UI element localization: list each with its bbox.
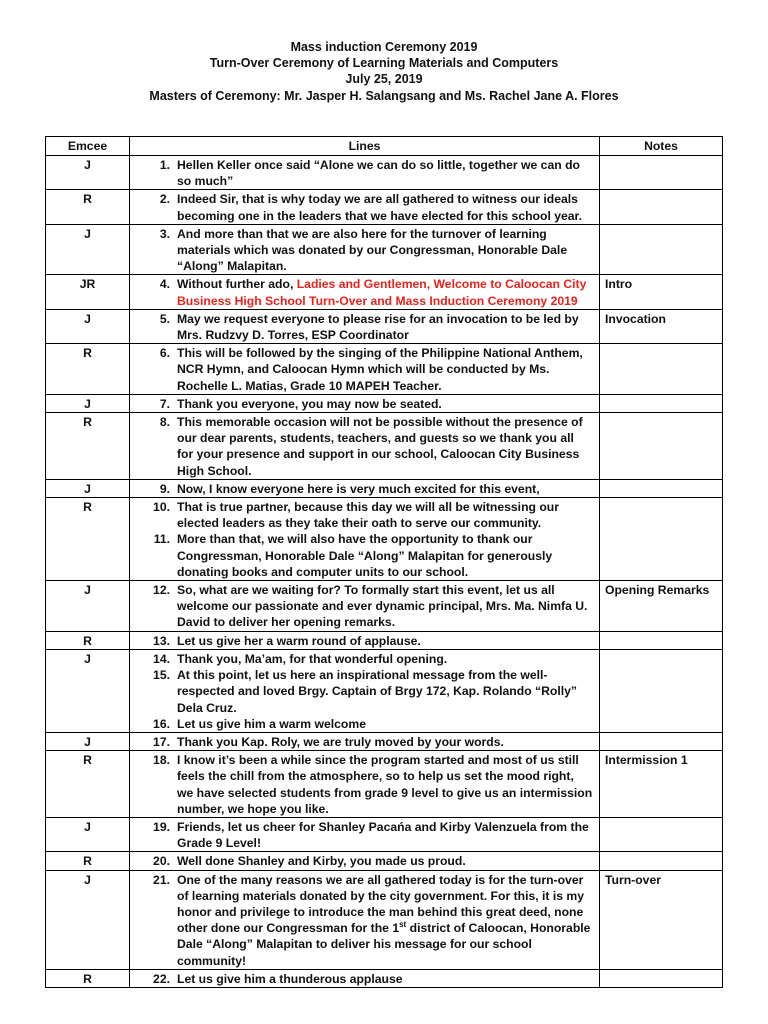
notes-cell: [600, 649, 723, 732]
notes-cell: [600, 156, 723, 190]
line-text: [177, 276, 599, 308]
line-text: [177, 311, 599, 343]
emcee-cell: R: [46, 190, 130, 224]
emcee-cell: J: [46, 581, 130, 632]
line-number: 10.: [153, 500, 170, 515]
notes-cell: [600, 969, 723, 987]
emcee-cell: R: [46, 852, 130, 870]
line-number: 18.: [153, 753, 170, 768]
script-line: [130, 752, 599, 817]
script-line: [130, 157, 599, 189]
line-text: [177, 531, 599, 580]
script-line: [130, 226, 599, 275]
notes-cell: Opening Remarks: [600, 581, 723, 632]
emcee-cell: J: [46, 870, 130, 969]
line-text-main: So, what are we waiting for? To formally start this event, let us all welcome our passionate and ever dynamic principal, Mrs. Ma. Nimfa U. David to deliver her opening remarks.: [177, 583, 588, 630]
line-number: 17.: [153, 734, 170, 749]
lines-cell: [130, 224, 600, 275]
emcee-cell: J: [46, 224, 130, 275]
line-text-main: Let us give her a warm round of applause.: [177, 633, 421, 648]
lines-cell: [130, 394, 600, 412]
line-text-main: I know it’s been a while since the program started and most of us still feels the chill from the atmosphere, so to help us set the mood right, we have selected students from grade 9 level to give us an intermission number, we hope you like.: [177, 753, 593, 816]
line-text: [177, 819, 599, 851]
line-number: 13.: [153, 633, 170, 648]
line-text-main: That is true partner, because this day we will all be witnessing our elected leaders as they take their oath to serve our community.: [177, 500, 559, 531]
notes-cell: Invocation: [600, 309, 723, 343]
lines-cell: [130, 852, 600, 870]
line-text-main: More than that, we will also have the opportunity to thank our Congressman, Honorable Dale “Along” Malapitan for generously donating books and computer units to our school.: [177, 532, 553, 579]
line-text: [177, 853, 599, 869]
line-text-main: Hellen Keller once said “Alone we can do so little, together we can do so much”: [177, 158, 580, 189]
table-row: [46, 498, 723, 581]
line-number: 16.: [153, 716, 170, 731]
lines-cell: [130, 275, 600, 309]
lines-cell: [130, 649, 600, 732]
lines-cell: [130, 631, 600, 649]
lines-cell: [130, 309, 600, 343]
line-text-main: Without further ado,: [177, 277, 297, 292]
table-row: [46, 309, 723, 343]
line-text: [177, 481, 599, 497]
emcee-cell: J: [46, 817, 130, 851]
line-number: 1.: [159, 158, 170, 172]
line-text-main: And more than that we are also here for the turnover of learning materials which was donated by our Congressman, Honorable Dale “Along” Malapitan.: [177, 226, 568, 274]
line-number: 21.: [153, 872, 170, 887]
table-row: [46, 631, 723, 649]
line-text-main: Let us give him a thunderous applause: [177, 971, 403, 986]
lines-cell: [130, 732, 600, 750]
table-row: [46, 344, 723, 395]
line-text-main: Well done Shanley and Kirby, you made us proud.: [177, 854, 466, 869]
lines-cell: [130, 817, 600, 851]
document-header: [0, 39, 768, 104]
script-line: [130, 311, 599, 343]
script-line: [130, 971, 599, 987]
notes-cell: [600, 190, 723, 224]
line-number: 3.: [159, 226, 170, 241]
column-header-emcee: Emcee: [46, 137, 130, 156]
line-text: [177, 345, 599, 394]
line-number: 7.: [159, 396, 170, 411]
event-subtitle: Turn-Over Ceremony of Learning Materials and Computers: [209, 56, 559, 71]
emcee-cell: J: [46, 309, 130, 343]
notes-cell: Intro: [600, 275, 723, 309]
script-line: [130, 716, 599, 732]
notes-cell: [600, 394, 723, 412]
line-text-main: Now, I know everyone here is very much excited for this event,: [177, 481, 540, 496]
script-line: [130, 633, 599, 649]
table-row: [46, 751, 723, 818]
script-line: [130, 499, 599, 531]
script-line: [130, 414, 599, 479]
line-number: 2.: [159, 192, 170, 207]
line-number: 15.: [153, 668, 170, 683]
emcee-cell: JR: [46, 275, 130, 309]
lines-cell: [130, 190, 600, 224]
line-text: [177, 752, 599, 817]
event-date: July 25, 2019: [345, 72, 423, 87]
line-text-main: One of the many reasons we are all gathered today is for the turn-over of learning materials donated by the city government. For this, it is my honor and privilege to introduce the man behind this great deed, none other done our Congressman for the 1: [177, 872, 585, 936]
script-line: [130, 191, 599, 223]
table-row: [46, 479, 723, 497]
script-line: [130, 819, 599, 851]
line-text: [177, 633, 599, 649]
table-row: [46, 190, 723, 224]
emcee-cell: J: [46, 732, 130, 750]
line-number: 14.: [153, 651, 170, 666]
script-line: [130, 667, 599, 716]
script-table: [45, 136, 723, 988]
notes-cell: [600, 498, 723, 581]
emcee-cell: J: [46, 156, 130, 190]
script-line: [130, 853, 599, 869]
line-text-main: At this point, let us here an inspirational message from the well-respected and loved Brgy. Captain of Brgy 172, Kap. Rolando “Rolly” Dela Cruz.: [177, 668, 578, 715]
script-line: [130, 481, 599, 497]
line-text-main: This will be followed by the singing of the Philippine National Anthem, NCR Hymn, and Caloocan Hymn which will be conducted by Ms. Rochelle L. Matias, Grade 10 MAPEH Teacher.: [177, 346, 583, 393]
table-row: [46, 852, 723, 870]
line-text: [177, 667, 599, 716]
line-number: 20.: [153, 854, 170, 869]
line-number: 5.: [159, 311, 170, 326]
table-row: [46, 732, 723, 750]
lines-cell: [130, 344, 600, 395]
notes-cell: [600, 479, 723, 497]
line-number: 4.: [159, 277, 170, 292]
script-line: [130, 651, 599, 667]
table-row: [46, 817, 723, 851]
line-text: [177, 414, 599, 479]
line-text: [177, 734, 599, 750]
table-row: [46, 413, 723, 480]
script-line: [130, 276, 599, 308]
masters-of-ceremony: Masters of Ceremony: Mr. Jasper H. Salangsang and Ms. Rachel Jane A. Flores: [149, 88, 619, 103]
table-row: [46, 275, 723, 309]
table-row: [46, 969, 723, 987]
table-row: [46, 581, 723, 632]
notes-cell: [600, 631, 723, 649]
line-text: [177, 499, 599, 531]
lines-cell: [130, 870, 600, 969]
emcee-cell: R: [46, 413, 130, 480]
line-text: [177, 191, 599, 223]
notes-cell: [600, 224, 723, 275]
line-number: 8.: [159, 415, 170, 430]
lines-cell: [130, 581, 600, 632]
line-text: [177, 226, 599, 275]
line-text-main: This memorable occasion will not be possible without the presence of our dear parents, students, teachers, and guests so we thank you all for your presence and support in our school, Caloocan City Business High School.: [177, 415, 583, 478]
line-text-continued: district of Caloocan, Honorable Dale “Along” Malapitan to deliver his message for our school community!: [177, 921, 591, 968]
line-text-main: Let us give him a warm welcome: [177, 716, 366, 731]
script-line: [130, 531, 599, 580]
notes-cell: [600, 344, 723, 395]
lines-cell: [130, 969, 600, 987]
event-title: Mass induction Ceremony 2019: [290, 40, 478, 54]
lines-cell: [130, 498, 600, 581]
line-number: 11.: [153, 532, 170, 547]
line-text-main: Indeed Sir, that is why today we are all gathered to witness our ideals becoming one in the leaders that we have elected for this school year.: [177, 192, 583, 223]
script-line: [130, 734, 599, 750]
line-text: [177, 651, 599, 667]
emcee-cell: R: [46, 751, 130, 818]
script-line: [130, 582, 599, 631]
line-text: [177, 872, 599, 969]
line-number: 22.: [153, 971, 170, 986]
emcee-cell: R: [46, 498, 130, 581]
line-text: [177, 582, 599, 631]
script-line: [130, 396, 599, 412]
line-number: 12.: [153, 583, 170, 598]
notes-cell: [600, 732, 723, 750]
notes-cell: [600, 817, 723, 851]
notes-cell: Turn-over: [600, 870, 723, 969]
line-number: 6.: [159, 346, 170, 361]
table-header-row: [46, 137, 723, 156]
ordinal-suffix: st: [399, 920, 407, 930]
line-text: [177, 157, 599, 189]
notes-cell: [600, 852, 723, 870]
line-text: [177, 396, 599, 412]
line-number: 19.: [153, 819, 170, 834]
line-text-main: Friends, let us cheer for Shanley Pacańa and Kirby Valenzuela from the Grade 9 Level!: [177, 819, 589, 851]
line-text-main: Thank you Kap. Roly, we are truly moved by your words.: [177, 734, 504, 749]
table-row: [46, 649, 723, 732]
table-row: [46, 156, 723, 190]
lines-cell: [130, 479, 600, 497]
table-row: [46, 870, 723, 969]
column-header-notes: Notes: [600, 137, 723, 156]
table-row: [46, 224, 723, 275]
table-row: [46, 394, 723, 412]
emcee-cell: R: [46, 969, 130, 987]
line-text: [177, 971, 599, 987]
emcee-cell: R: [46, 631, 130, 649]
line-text-main: Thank you everyone, you may now be seated.: [177, 396, 442, 411]
emcee-cell: R: [46, 344, 130, 395]
notes-cell: [600, 413, 723, 480]
notes-cell: Intermission 1: [600, 751, 723, 818]
lines-cell: [130, 751, 600, 818]
emcee-cell: J: [46, 649, 130, 732]
emcee-cell: J: [46, 394, 130, 412]
lines-cell: [130, 413, 600, 480]
line-text: [177, 716, 599, 732]
column-header-lines: Lines: [130, 137, 600, 156]
emcee-cell: J: [46, 479, 130, 497]
line-text-main: May we request everyone to please rise for an invocation to be led by Mrs. Rudzvy D. Torres, ESP Coordinator: [177, 311, 579, 343]
script-line: [130, 345, 599, 394]
line-number: 9.: [159, 481, 170, 496]
lines-cell: [130, 156, 600, 190]
script-line: [130, 872, 599, 969]
line-text-main: Thank you, Ma’am, for that wonderful opening.: [177, 651, 448, 666]
highlighted-welcome-text: Ladies and Gentlemen, Welcome to Caloocan City Business High School Turn-Over and Mass Induction Ceremony 2019: [177, 277, 587, 308]
